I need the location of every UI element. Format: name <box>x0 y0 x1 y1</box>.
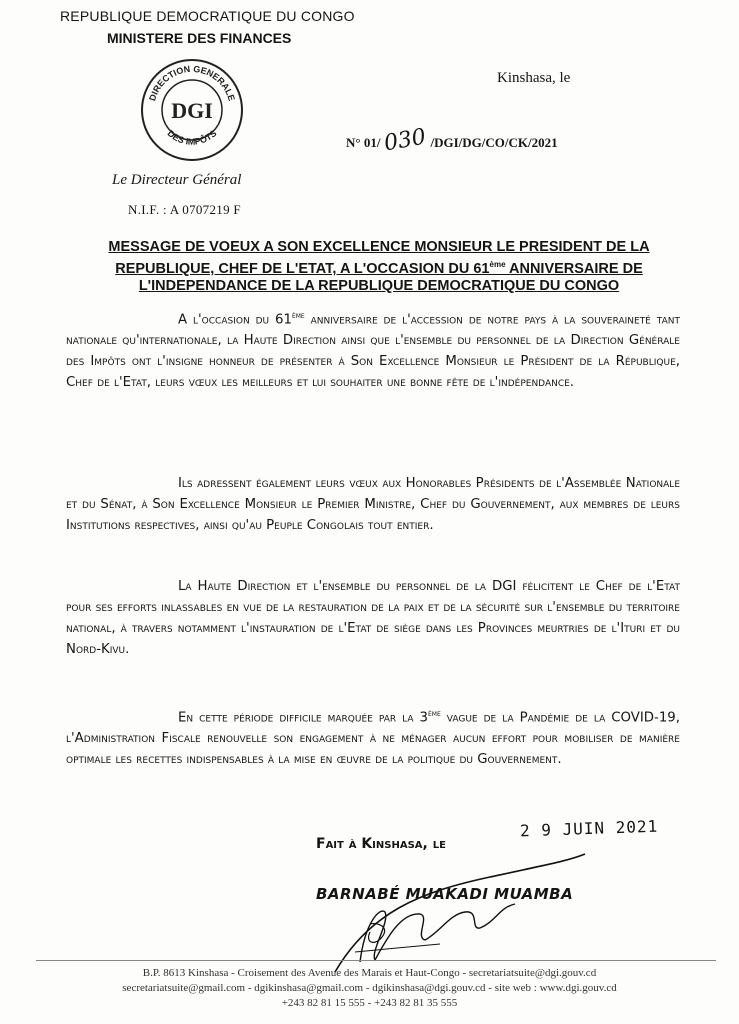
handwritten-signature <box>330 852 590 982</box>
paragraph-3: La Haute Direction et l'ensemble du personnel de la DGI félicitent le Chef de l'Etat pour ses efforts inlassables en vue de la restauration de la paix et de la sécurité sur l'ensemble du territoire national, à travers notamment l'instauration de l'Etat de siège dans les Provinces meurtries de l'Ituri et du Nord-Kivu. <box>66 579 680 657</box>
footer-phones: +243 82 81 15 555 - +243 82 81 35 555 <box>281 997 458 1009</box>
stamped-date: 2 9 JUIN 2021 <box>519 816 659 841</box>
dgi-seal-logo <box>140 58 244 162</box>
reference-suffix: /DGI/DG/CO/CK/2021 <box>430 135 558 150</box>
country-header: REPUBLIQUE DEMOCRATIQUE DU CONGO <box>60 8 355 24</box>
nif-number: N.I.F. : A 0707219 F <box>128 202 241 217</box>
svg-text:DGI: DGI <box>171 98 213 123</box>
ministry-header: MINISTERE DES FINANCES <box>107 30 292 46</box>
director-title: Le Directeur Général <box>112 172 242 188</box>
reference-prefix: N° 01/ <box>346 135 381 150</box>
svg-text:DES IMPÔTS: DES IMPÔTS <box>165 128 219 147</box>
reference-handwritten: 030 <box>382 124 429 157</box>
reference-number <box>346 124 558 157</box>
fait-a-kinshasa: Fait à Kinshasa, le <box>316 836 446 852</box>
paragraph-2: Ils adressent également leurs vœux aux Honorables Présidents de l'Assemblée Nationale et du Sénat, à Son Excellence Monsieur le Premier Ministre, Chef du Gouvernement, aux membres de leurs Institutions respectives, ainsi qu'au Peuple Congolais tout entier. <box>66 476 680 533</box>
footer-divider <box>36 960 716 961</box>
paragraph-4: En cette période difficile marquée par la 3ème vague de la Pandémie de la COVID-19, l'Administration Fiscale renouvelle son engagement à ne ménager aucun effort pour mobiliser de manière optimale les recettes indispensables à la mise en œuvre de la politique du Gouvernement. <box>66 709 680 768</box>
letter-title: MESSAGE DE VOEUX A SON EXCELLENCE MONSIEUR LE PRESIDENT DE LA REPUBLIQUE, CHEF DE L'ETAT, A L'OCCASION DU 61ème ANNIVERSAIRE DE L'INDEPENDANCE DE LA REPUBLIQUE DEMOCRATIQUE DU CONGO <box>108 239 650 294</box>
svg-text:DIRECTION GENERALE: DIRECTION GENERALE <box>147 63 237 103</box>
signer-name: BARNABÉ MUAKADI MUAMBA <box>316 885 574 903</box>
place-date: Kinshasa, le <box>497 70 571 86</box>
paragraph-1: A l'occasion du 61ème anniversaire de l'accession de notre pays à la souveraineté tant nationale qu'internationale, la Haute Direction ainsi que l'ensemble du personnel de la Direction Générale des Impôts ont l'insigne honneur de présenter à Son Excellence Monsieur le Président de la République, Chef de l'Etat, leurs vœux les meilleurs et lui souhaiter une bonne fête de l'indépendance. <box>66 311 680 391</box>
footer-emails: secretariatsuite@gmail.com - dgikinshasa@gmail.com - dgikinshasa@dgi.gouv.cd - site web : www.dgi.gouv.cd <box>122 982 617 994</box>
footer-address: B.P. 8613 Kinshasa - Croisement des Avenue des Marais et Haut-Congo - secretariatsuite@dgi.gouv.cd <box>142 967 597 979</box>
